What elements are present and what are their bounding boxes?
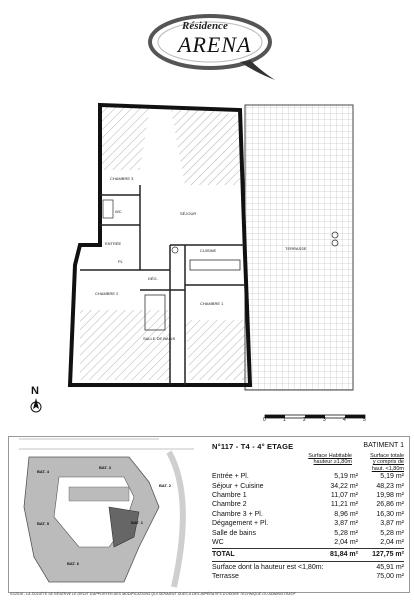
table-row: Chambre 2 11,21 m² 26,86 m² <box>212 501 404 509</box>
table-row: Chambre 1 11,07 m² 19,98 m² <box>212 492 404 499</box>
apartment-title: N°117 - T4 - 4° ETAGE <box>212 442 294 451</box>
scale-tick-1: 1 <box>283 417 286 423</box>
site-plan <box>9 437 202 590</box>
header-total: Surface totale y compris de haut. <1,80m <box>370 453 404 472</box>
room-label-terrasse: TERRASSE <box>285 246 307 251</box>
table-row: Dégagement + Pl. 3,87 m² 3,87 m² <box>212 520 404 528</box>
terrace-row: Terrasse 75,00 m² <box>212 573 404 581</box>
room-label-sejour: SÉJOUR <box>180 211 197 216</box>
low-height-row: Surface dont la hauteur est <1,80m: 45,91 m² <box>212 563 404 571</box>
scale-tick-3: 3 <box>323 417 326 423</box>
room-label-salle-de-bains: SALLE DE BAINS <box>143 336 176 341</box>
header-habitable: Surface Habitable hauteur ≥1,80m <box>308 453 352 466</box>
total-divider <box>212 548 404 549</box>
legal-footer: 01/2016 - LA SOCIÉTÉ SE RÉSERVE LE DROIT D'APPORTER DES MODIFICATIONS QUI SERAIENT DUES À DES IMPÉRATIFS D'ORDRE TECHNIQUE OU ADMINISTRATIF <box>10 592 296 596</box>
kitchen-counter <box>190 260 240 270</box>
surface-table <box>212 442 404 582</box>
low-height-zone-3 <box>80 310 170 380</box>
bat-1-label: BAT. 1 <box>131 520 143 525</box>
bat-6-label: BAT. 6 <box>67 561 79 566</box>
wc-fixture <box>103 200 113 218</box>
logo-name-text: ARENA <box>178 32 252 57</box>
table-row: Entrée + Pl. 5,19 m² 5,19 m² <box>212 473 404 481</box>
table-row: WC 2,04 m² 2,04 m² <box>212 538 404 546</box>
room-label-wc: WC <box>115 209 122 214</box>
table-row: Séjour + Cuisine 34,22 m² 48,23 m² <box>212 482 404 490</box>
extra-divider <box>212 561 404 562</box>
scale-tick-5: 5 <box>363 417 366 423</box>
low-height-zone-4 <box>185 320 245 380</box>
room-label-entree: ENTRÉE <box>105 241 122 246</box>
table-row: Salle de bains 5,28 m² 5,28 m² <box>212 529 404 537</box>
bat-4-label: BAT. 4 <box>37 469 49 474</box>
low-height-zone-2 <box>170 105 240 185</box>
room-label-deg: DÉG. <box>148 276 158 281</box>
sink <box>172 247 178 253</box>
floor-plan <box>60 95 360 395</box>
room-label-chambre3: CHAMBRE 3 <box>110 176 134 181</box>
room-label-chambre2: CHAMBRE 2 <box>95 291 119 296</box>
room-label-cuisine: CUISINE <box>200 248 217 253</box>
scale-tick-0: 0 <box>263 417 266 423</box>
building-label: BATIMENT 1 <box>363 442 404 449</box>
surface-rows <box>212 472 404 547</box>
logo-script-text: Résidence <box>182 20 228 32</box>
scale-tick-2: 2 <box>303 417 306 423</box>
low-height-zone-1 <box>100 105 150 170</box>
residence-logo <box>120 2 320 82</box>
room-label-pl: PL <box>118 259 123 264</box>
bat-2-label: BAT. 2 <box>159 483 171 488</box>
bat-5-label: BAT. 5 <box>37 521 49 526</box>
table-row: Chambre 3 + Pl. 8,96 m² 16,30 m² <box>212 510 404 518</box>
total-row: TOTAL 81,84 m² 127,75 m² <box>212 551 404 559</box>
north-arrow <box>26 385 48 417</box>
room-label-chambre1: CHAMBRE 1 <box>200 301 224 306</box>
bat-3-label: BAT. 3 <box>99 465 111 470</box>
scale-bar <box>262 408 382 426</box>
north-label: N <box>31 385 39 397</box>
scale-tick-4: 4 <box>343 417 346 423</box>
